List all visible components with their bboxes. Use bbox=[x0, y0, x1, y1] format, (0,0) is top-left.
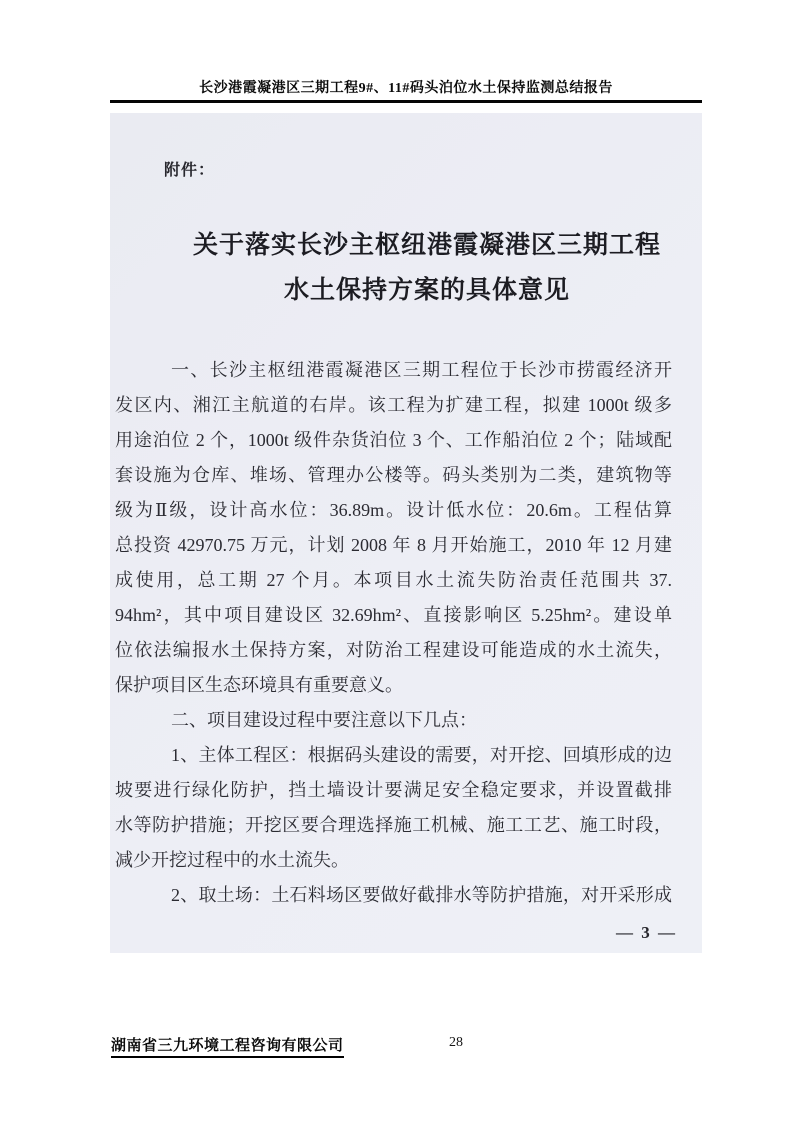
attachment-label: 附件： bbox=[164, 162, 216, 179]
scan-body-line: 坡要进行绿化防护，挡土墙设计要满足安全稳定要求，并设置截排 bbox=[115, 780, 672, 800]
scan-body-line: 94hm²，其中项目建设区 32.69hm²、直接影响区 5.25hm²。建设单 bbox=[115, 605, 672, 625]
report-header-title: 长沙港霞凝港区三期工程9#、11#码头泊位水土保持监测总结报告 bbox=[199, 81, 613, 96]
scan-body-line: 一、长沙主枢纽港霞凝港区三期工程位于长沙市捞霞经济开 bbox=[171, 360, 672, 380]
attachment-page-number: — 3 — bbox=[616, 923, 677, 942]
scan-body-line: 级为Ⅱ级，设计高水位：36.89m。设计低水位：20.6m。工程估算 bbox=[115, 500, 672, 520]
scanned-attachment-image bbox=[110, 113, 702, 953]
scan-body-line: 水等防护措施；开挖区要合理选择施工机械、施工工艺、施工时段， bbox=[115, 815, 672, 835]
scan-body-line: 1、主体工程区：根据码头建设的需要，对开挖、回填形成的边 bbox=[171, 745, 672, 765]
scan-body-line: 位依法编报水土保持方案，对防治工程建设可能造成的水土流失， bbox=[115, 640, 672, 660]
footer-company-name: 湖南省三九环境工程咨询有限公司 bbox=[111, 1034, 344, 1058]
scan-body-line: 总投资 42970.75 万元，计划 2008 年 8 月开始施工，2010 年 12 月建 bbox=[115, 535, 672, 555]
attachment-title-line1: 关于落实长沙主枢纽港霞凝港区三期工程 bbox=[192, 232, 661, 259]
scan-body-line: 用途泊位 2 个，1000t 级件杂货泊位 3 个、工作船泊位 2 个；陆域配 bbox=[115, 430, 672, 450]
scan-body-line: 保护项目区生态环境具有重要意义。 bbox=[115, 675, 403, 695]
attachment-body bbox=[115, 353, 672, 913]
scan-body-line: 二、项目建设过程中要注意以下几点： bbox=[171, 710, 477, 730]
footer-page-number: 28 bbox=[449, 1035, 463, 1050]
header-rule bbox=[110, 100, 702, 103]
attachment-title bbox=[131, 223, 702, 313]
scan-body-line: 发区内、湘江主航道的右岸。该工程为扩建工程，拟建 1000t 级多 bbox=[115, 395, 672, 415]
scan-body-line: 套设施为仓库、堆场、管理办公楼等。码头类别为二类，建筑物等 bbox=[115, 465, 672, 485]
scan-body-line: 2、取土场：土石料场区要做好截排水等防护措施，对开采形成 bbox=[171, 885, 672, 905]
scan-body-line: 减少开挖过程中的水土流失。 bbox=[115, 850, 349, 870]
scan-body-line: 成使用，总工期 27 个月。本项目水土流失防治责任范围共 37. bbox=[115, 570, 672, 590]
attachment-title-line2: 水土保持方案的具体意见 bbox=[283, 277, 570, 304]
